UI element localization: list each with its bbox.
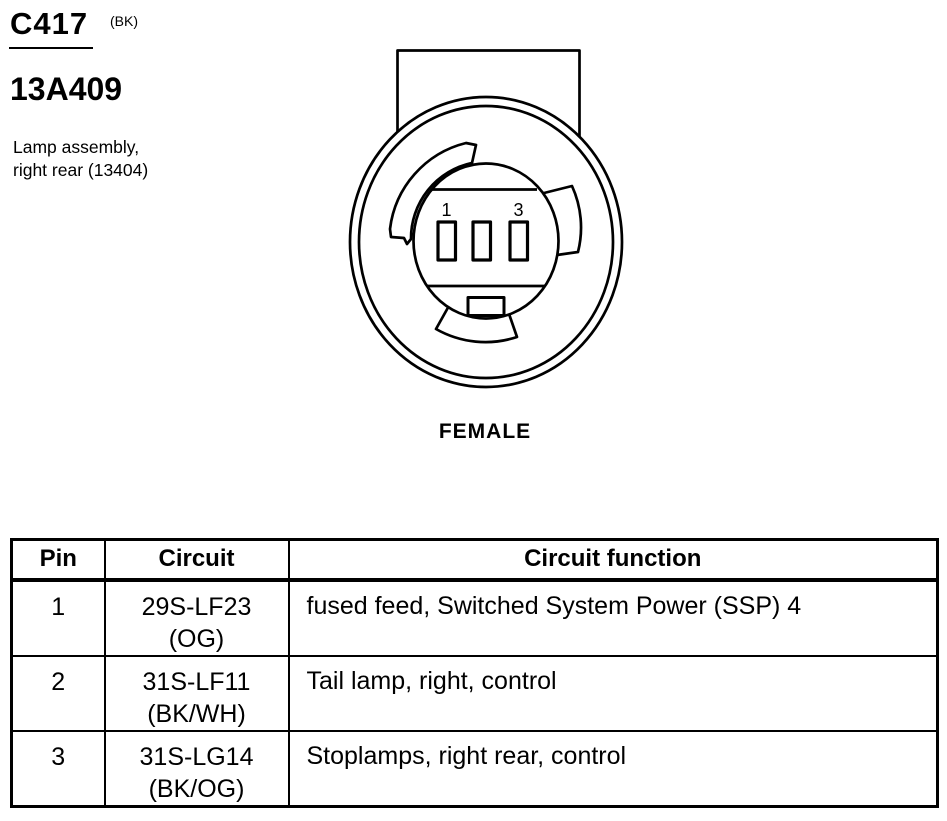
pinout-table	[10, 538, 939, 808]
pin-number-cell: 3	[12, 731, 105, 807]
pin-number-cell: 2	[12, 656, 105, 731]
pin-slot-1	[438, 222, 456, 260]
pin-3-label: 3	[513, 200, 524, 220]
circuit-cell	[105, 580, 289, 656]
circuit-code: 31S-LG14	[139, 742, 254, 771]
table-row	[12, 580, 938, 656]
part-number: 13A409	[10, 71, 123, 107]
circuit-cell	[105, 731, 289, 807]
circuit-code: 31S-LF11	[142, 667, 251, 696]
index-notch	[468, 298, 504, 316]
header-pin: Pin	[12, 540, 105, 580]
circuit-code: 29S-LF23	[141, 592, 252, 621]
circuit-function-cell: Tail lamp, right, control	[289, 656, 938, 731]
pinout-table-container	[10, 538, 939, 808]
wire-color-code: (OG)	[168, 624, 225, 653]
pin-1-label: 1	[441, 200, 452, 220]
circuit-function-cell: fused feed, Switched System Power (SSP) 4	[289, 580, 938, 656]
circuit-function-cell: Stoplamps, right rear, control	[289, 731, 938, 807]
connector-gender-label: FEMALE	[438, 420, 532, 443]
header-circuit: Circuit	[105, 540, 289, 580]
wire-color-code: (BK/WH)	[147, 699, 246, 728]
pin-slot-3	[510, 222, 528, 260]
component-description-line1: Lamp assembly,	[13, 137, 140, 157]
pin-slot-2	[473, 222, 491, 260]
table-row	[12, 656, 938, 731]
circuit-cell	[105, 656, 289, 731]
pin-number-cell: 1	[12, 580, 105, 656]
table-header-row	[12, 540, 938, 580]
component-description-line2: right rear (13404)	[13, 159, 149, 180]
wire-color-code: (BK/OG)	[148, 774, 245, 803]
connector-id: C417	[10, 6, 89, 41]
header-circuit-function: Circuit function	[289, 540, 938, 580]
table-row	[12, 731, 938, 807]
connector-color-code: (BK)	[110, 13, 138, 29]
